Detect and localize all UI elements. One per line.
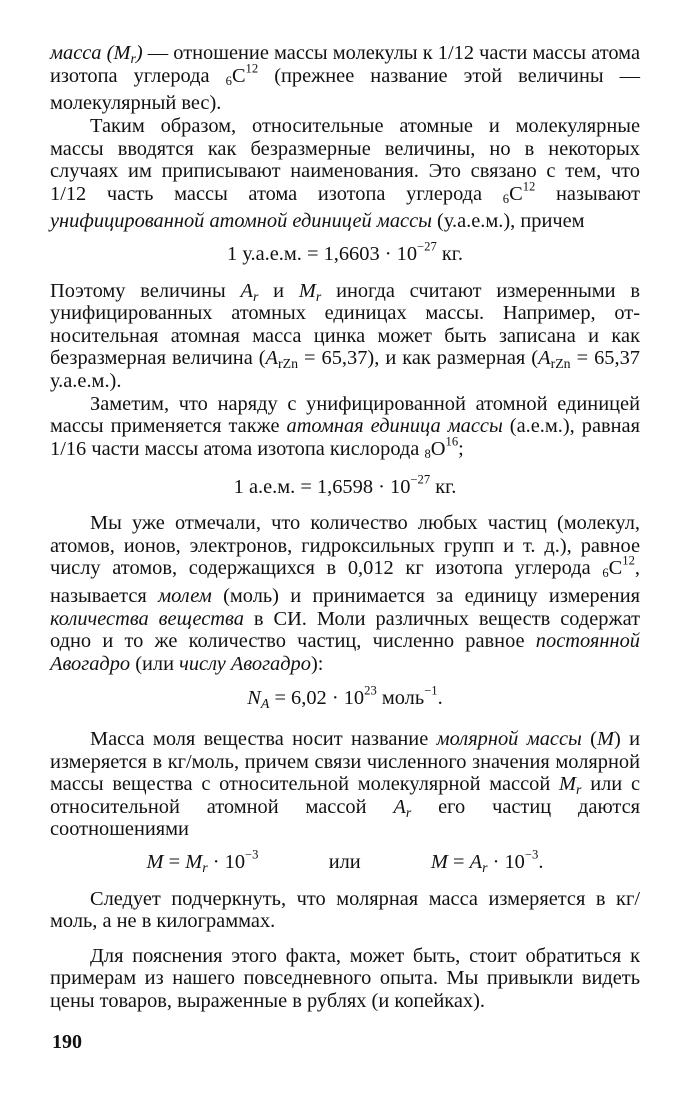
- text-run: 6: [602, 566, 609, 581]
- text-run: O: [430, 437, 446, 460]
- text-run: A: [260, 697, 270, 713]
- text-run: — отношение массы молекулы к 1/12 части массы атома изотопа углерода: [50, 42, 640, 87]
- page-number: 190: [52, 1031, 82, 1053]
- text-run: Масса моля вещества носит название: [90, 728, 437, 751]
- text-run: .: [538, 851, 544, 874]
- text-run: A: [265, 347, 279, 370]
- text-run: 12: [522, 179, 536, 194]
- text-run: r: [315, 289, 322, 305]
- text-run: 8: [424, 446, 431, 461]
- formula-or-word: или: [328, 851, 361, 874]
- text-run: C: [509, 182, 523, 205]
- text-run: его частиц даются соотношениями: [50, 795, 640, 841]
- text-run: (моль) и принимается за единицу измерения: [211, 585, 640, 608]
- page-body: [50, 42, 640, 1013]
- text-run: молярной массы: [436, 728, 582, 751]
- text-run: r: [576, 783, 582, 799]
- paragraph-everyday-example: [50, 945, 640, 1013]
- paragraph-mole-definition: [50, 512, 640, 675]
- text-run: A: [393, 795, 406, 818]
- paragraph-units-note: [50, 888, 640, 933]
- text-run: M: [559, 773, 577, 796]
- paragraph-atomic-mass-unit: [50, 393, 640, 466]
- text-run: N: [247, 687, 261, 710]
- text-run: M: [146, 851, 164, 874]
- text-run: моль: [376, 687, 425, 710]
- text-run: −27: [410, 472, 431, 487]
- text-run: Поэтому величины: [50, 279, 241, 302]
- paragraph-zinc-example: [50, 280, 640, 393]
- text-run: M: [430, 851, 448, 874]
- text-run: 1 у.а.е.м. = 1,6603 · 10: [227, 243, 418, 266]
- text-run: 1 а.е.м. = 1,6598 · 10: [233, 475, 411, 498]
- text-run: r: [482, 861, 488, 877]
- text-run: массa (: [50, 42, 114, 64]
- text-run: или с относительной атомной массой: [50, 773, 640, 818]
- paragraph-molecular-mass-definition: [50, 42, 640, 115]
- text-run: r: [202, 861, 208, 877]
- text-run: 16: [445, 434, 459, 449]
- text-run: в СИ. Моли различных веществ содержат одно и то же количество частиц, численно равное: [50, 607, 641, 653]
- text-run: A: [538, 347, 551, 370]
- text-run: .: [437, 687, 443, 710]
- text-run: 6: [225, 73, 232, 88]
- text-run: унифицированной атомной единицей массы: [50, 210, 432, 233]
- text-run: · 10: [487, 851, 525, 874]
- text-run: ):: [310, 652, 324, 675]
- text-run: (у.а.е.м.), причем: [431, 210, 585, 233]
- formula-molar-mass-relations: [50, 847, 640, 877]
- text-run: r: [130, 52, 136, 68]
- text-run: 23: [364, 683, 377, 698]
- text-run: атомная единица массы: [286, 415, 503, 438]
- text-run: −3: [245, 847, 259, 862]
- text-run: Таким образом, относительные атомные и молекулярные массы вводятся как безразмерные величины, но в некоторых случаях им приписывают наименования. Это связано с тем, что 1/12 часть массы атома изотопа углерода: [50, 114, 640, 205]
- text-run: M: [596, 728, 614, 751]
- formula-amu: [50, 472, 640, 499]
- text-run: называют: [535, 182, 640, 205]
- text-run: Следует подчеркнуть, что молярная масса измеряется в кг/моль, а не в килограммах.: [50, 887, 640, 933]
- text-run: =: [163, 851, 186, 874]
- formula-molar-mass-from-ar: [430, 847, 544, 877]
- text-run: −27: [417, 239, 437, 254]
- text-run: rZn: [550, 357, 571, 373]
- text-run: иногда считают измеренными в унифицированных атомных единицах массы. Например, относительная атомная масса цинка может быть записана и как безразмерная величина (: [50, 279, 641, 370]
- text-run: (или: [130, 652, 180, 675]
- text-run: Заметим, что наряду с унифицированной атомной единицей массы применяется также: [50, 392, 640, 438]
- text-run: =: [447, 851, 470, 874]
- text-run: 6: [502, 191, 510, 206]
- text-run: кг.: [436, 243, 463, 266]
- text-run: (: [581, 728, 597, 751]
- text-run: кг.: [430, 475, 457, 498]
- text-run: M: [113, 42, 131, 64]
- text-run: ;: [458, 437, 464, 460]
- text-run: · 10: [207, 851, 246, 874]
- text-run: (прежнее название этой величины — молекулярный вес).: [50, 64, 641, 115]
- text-run: = 65,37 у.а.е.м.).: [50, 347, 640, 393]
- text-run: Мы уже отмечали, что количество любых частиц (молекул, атомов, ионов, электронов, гидроксильных групп и т. д.), равное числу атомов, содержащихся в 0,012 кг изотопа углерода: [50, 512, 640, 580]
- text-run: (а.е.м.), равная 1/16 части массы атома изотопа кислорода: [50, 415, 640, 460]
- formula-uamu: [50, 239, 640, 266]
- text-run: , называется: [50, 557, 640, 608]
- text-run: постоянной Авогадро: [50, 630, 640, 675]
- text-run: r: [252, 289, 259, 305]
- text-run: rZn: [278, 357, 299, 373]
- text-run: = 6,02 · 10: [269, 687, 365, 710]
- paragraph-molar-mass: [50, 728, 640, 841]
- text-run: числу Авогадро: [179, 652, 311, 675]
- text-run: r: [405, 806, 412, 821]
- text-run: M: [185, 851, 203, 874]
- formula-avogadro: [50, 683, 640, 713]
- text-run: 12: [245, 61, 259, 76]
- text-run: A: [469, 851, 483, 874]
- text-run: C: [608, 557, 623, 580]
- text-run: −1: [424, 683, 438, 698]
- text-run: и: [258, 279, 299, 302]
- text-run: Для пояснения этого факта, может быть, стоит обратиться к примерам из нашего повседневного опыта. Мы привыкли видеть цены товаров, выраженные в рублях (и копейках).: [50, 944, 640, 1012]
- text-run: C: [231, 64, 246, 87]
- text-run: = 65,37), и как размерная (: [298, 347, 539, 370]
- formula-molar-mass-from-mr: [146, 847, 259, 877]
- text-run: количества вещества: [50, 607, 244, 630]
- text-run: ): [135, 42, 143, 64]
- text-run: молем: [158, 585, 212, 608]
- text-run: A: [240, 279, 253, 302]
- text-run: 12: [622, 553, 635, 568]
- text-run: M: [298, 279, 316, 302]
- text-run: ) и измеряется в кг/моль, причем связи численного значения молярной массы вещества с относительной молекулярной массой: [50, 728, 641, 796]
- text-run: −3: [524, 847, 539, 862]
- paragraph-unified-atomic-mass-unit: [50, 115, 640, 233]
